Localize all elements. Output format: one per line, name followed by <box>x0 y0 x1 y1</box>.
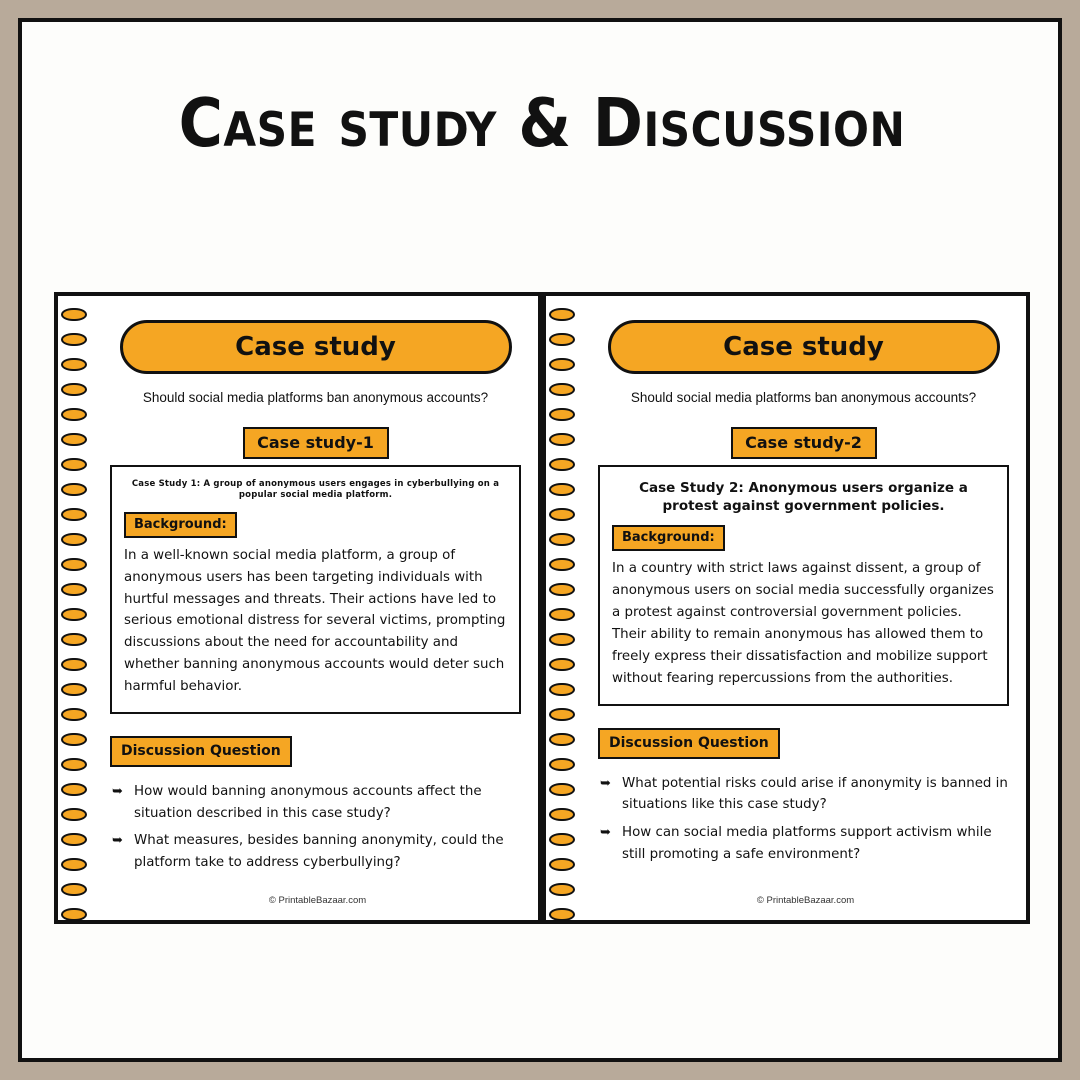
spiral-ring <box>549 783 575 796</box>
case-card-1-body <box>92 296 543 920</box>
spiral-ring <box>61 858 87 871</box>
questions-list-2 <box>598 773 1009 866</box>
background-text-2: In a country with strict laws against dissent, a group of anonymous users on social media successfully organizes a protest against controversial government policies. Their ability to remain anonymous has allowed them to freely express their dissatisfaction and mobilize support without fearing repercussions from the authorities. <box>612 561 994 686</box>
spiral-ring <box>549 608 575 621</box>
spiral-ring <box>549 833 575 846</box>
list-item <box>598 822 1009 865</box>
spiral-binding-2 <box>546 296 580 920</box>
spiral-ring <box>61 458 87 471</box>
question-text: What measures, besides banning anonymity, could the platform take to address cyberbullying? <box>134 833 504 870</box>
page-title: Case study & Discussion <box>178 84 906 162</box>
spiral-ring <box>549 533 575 546</box>
case-prompt-2: Should social media platforms ban anonymous accounts? <box>630 390 977 405</box>
spiral-ring <box>549 883 575 896</box>
spiral-ring <box>549 408 575 421</box>
spiral-ring <box>61 783 87 796</box>
footer-credit-2: © PrintableBazaar.com <box>756 895 855 906</box>
spiral-ring <box>549 558 575 571</box>
page-sheet <box>44 44 1040 1040</box>
spiral-ring <box>549 308 575 321</box>
spiral-binding-1 <box>58 296 92 920</box>
spiral-ring <box>549 383 575 396</box>
case-cards-row <box>54 292 1030 924</box>
spiral-ring <box>61 533 87 546</box>
question-text: How can social media platforms support activism while still promoting a safe environment? <box>622 824 992 862</box>
spiral-ring <box>549 458 575 471</box>
spiral-ring <box>549 433 575 446</box>
list-item <box>110 830 521 873</box>
spiral-ring <box>61 308 87 321</box>
arrow-icon: ➥ <box>600 775 611 791</box>
background-text-1: In a well-known social media platform, a group of anonymous users has been targeting individuals with hurtful messages and threats. Their actions have led to serious emotional distress for several victims, prompting discussions about the need for accountability and whether banning anonymous accounts would deter such harmful behavior. <box>124 547 506 694</box>
arrow-icon: ➥ <box>112 833 123 849</box>
spiral-ring <box>61 708 87 721</box>
questions-list-1 <box>110 781 521 874</box>
spiral-ring <box>61 683 87 696</box>
case-box-1 <box>110 465 521 714</box>
spiral-ring <box>61 483 87 496</box>
spiral-ring <box>549 758 575 771</box>
spiral-ring <box>61 383 87 396</box>
case-prompt-1: Should social media platforms ban anonymous accounts? <box>142 390 489 405</box>
case-card-2 <box>542 292 1030 924</box>
spiral-ring <box>549 658 575 671</box>
case-study-pill-2: Case study <box>608 320 1000 374</box>
spiral-ring <box>549 508 575 521</box>
spiral-ring <box>549 908 575 921</box>
case-card-2-body <box>580 296 1031 920</box>
discussion-label-2: Discussion Question <box>598 728 780 759</box>
case-tag-2: Case study-2 <box>731 427 877 459</box>
spiral-ring <box>61 883 87 896</box>
spiral-ring <box>61 808 87 821</box>
arrow-icon: ➥ <box>600 824 611 840</box>
spiral-ring <box>549 358 575 371</box>
spiral-ring <box>549 808 575 821</box>
case-heading-2: Case Study 2: Anonymous users organize a protest against government policies. <box>639 480 968 515</box>
spiral-ring <box>61 633 87 646</box>
spiral-ring <box>61 358 87 371</box>
spiral-ring <box>61 583 87 596</box>
spiral-ring <box>61 558 87 571</box>
spiral-ring <box>549 708 575 721</box>
spiral-ring <box>61 658 87 671</box>
case-study-pill-1: Case study <box>120 320 512 374</box>
spiral-ring <box>549 583 575 596</box>
spiral-ring <box>61 758 87 771</box>
question-text: How would banning anonymous accounts affect the situation described in this case study? <box>134 783 482 821</box>
spiral-ring <box>549 858 575 871</box>
spiral-ring <box>549 733 575 746</box>
case-card-1 <box>54 292 542 924</box>
spiral-ring <box>549 333 575 346</box>
spiral-ring <box>61 508 87 521</box>
question-text: What potential risks could arise if anonymity is banned in situations like this case study? <box>622 775 1008 813</box>
spiral-ring <box>549 683 575 696</box>
spiral-ring <box>61 908 87 921</box>
case-box-2 <box>598 465 1009 706</box>
case-tag-1: Case study-1 <box>243 427 389 459</box>
list-item <box>110 781 521 824</box>
page-border <box>18 18 1062 1062</box>
background-label-1: Background: <box>124 512 237 538</box>
arrow-icon: ➥ <box>112 783 123 799</box>
spiral-ring <box>61 408 87 421</box>
spiral-ring <box>549 633 575 646</box>
footer-credit-1: © PrintableBazaar.com <box>268 895 367 906</box>
list-item <box>598 773 1009 816</box>
spiral-ring <box>61 333 87 346</box>
case-heading-1: Case Study 1: A group of anonymous users engages in cyberbullying on a popular social media platform. <box>131 479 500 501</box>
spiral-ring <box>549 483 575 496</box>
spiral-ring <box>61 833 87 846</box>
spiral-ring <box>61 733 87 746</box>
discussion-label-1: Discussion Question <box>110 736 292 767</box>
background-label-2: Background: <box>612 525 725 551</box>
spiral-ring <box>61 608 87 621</box>
spiral-ring <box>61 433 87 446</box>
